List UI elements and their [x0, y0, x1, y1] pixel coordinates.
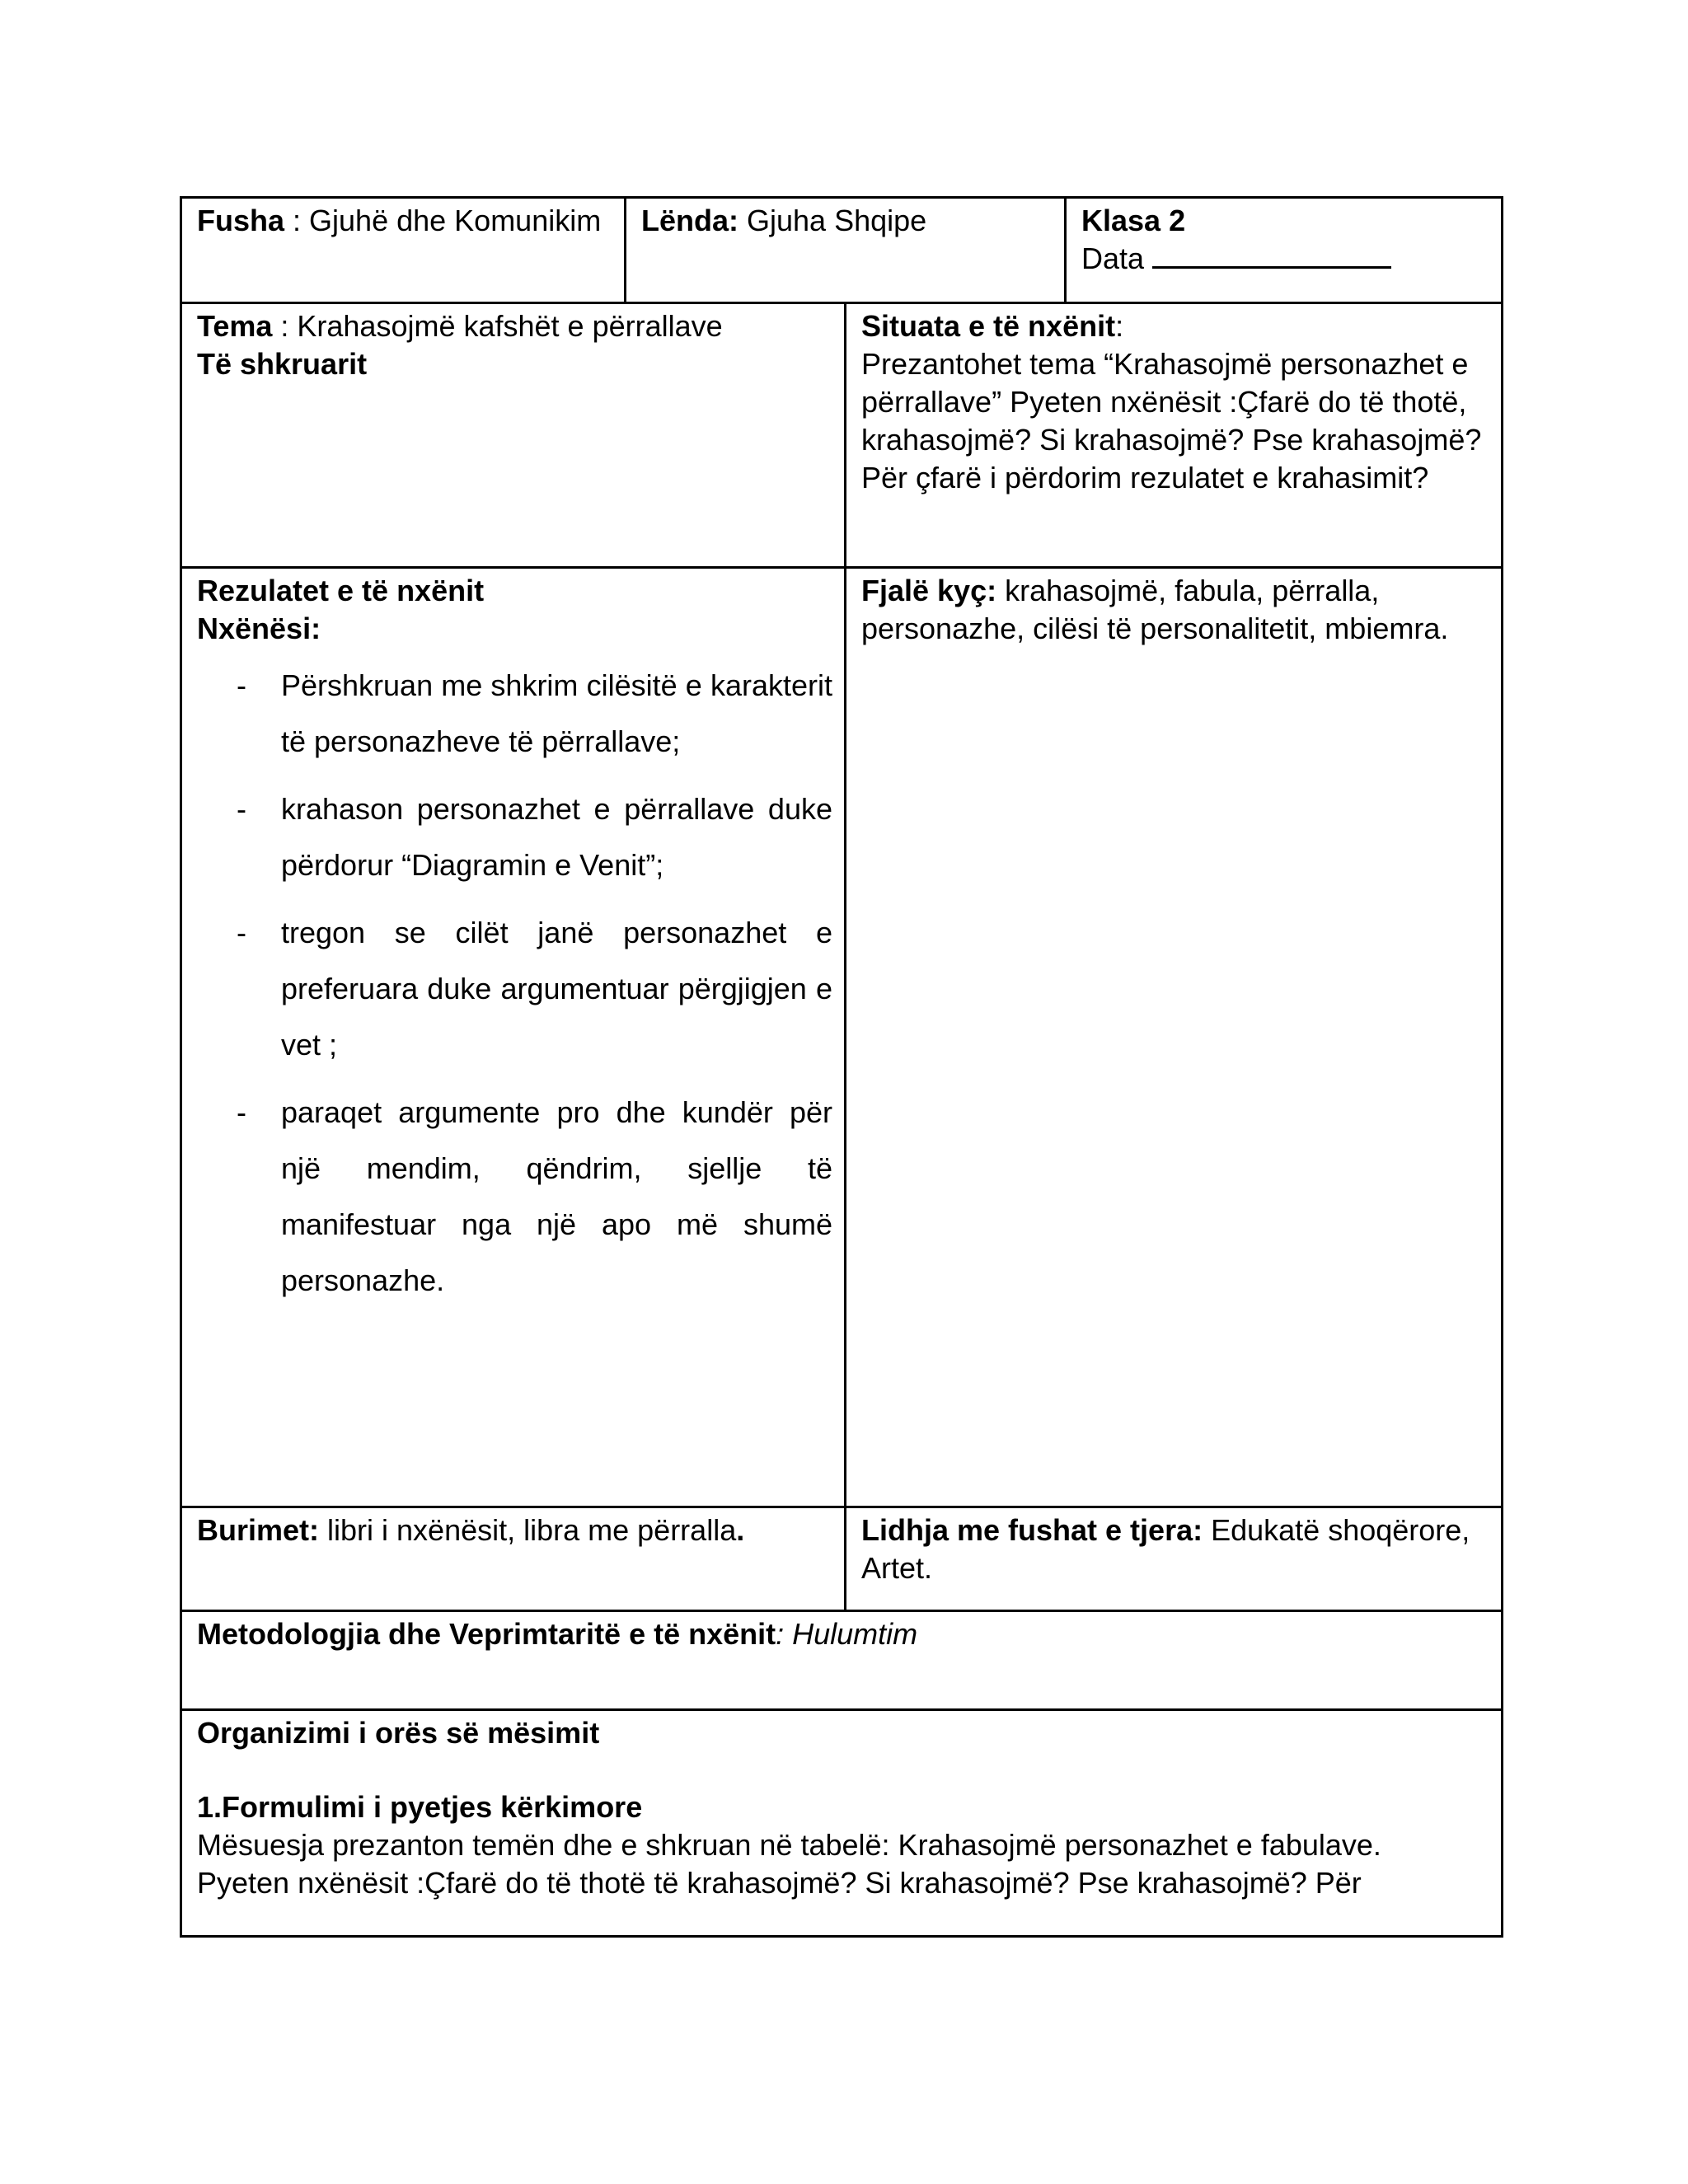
list-dash: -	[237, 1095, 246, 1129]
date-blank-line	[1152, 241, 1391, 269]
fusha-value: : Gjuhë dhe Komunikim	[284, 204, 602, 237]
list-dash: -	[237, 792, 246, 826]
rezultatet-row	[180, 566, 1503, 1506]
tema-subtitle: Të shkruarit	[197, 347, 368, 381]
lesson-plan-table	[180, 196, 1503, 1938]
fjale-kyc-label: Fjalë kyç:	[861, 574, 997, 607]
step-title: 1.Formulimi i pyetjes kërkimore	[197, 1790, 643, 1824]
lenda-label: Lënda:	[641, 204, 739, 237]
lenda-value: Gjuha Shqipe	[738, 204, 927, 237]
lidhja-label: Lidhja me fushat e tjera:	[861, 1513, 1203, 1547]
rezultatet-title: Rezulatet e të nxënit	[197, 574, 485, 607]
klasa-label: Klasa 2	[1081, 204, 1186, 237]
situata-cell	[844, 304, 1501, 566]
tema-label: Tema	[197, 309, 273, 343]
lidhja-value: Edukatë shoqërore, Artet.	[861, 1513, 1470, 1585]
organizimi-title: Organizimi i orës së mësimit	[197, 1716, 600, 1750]
burimet-label: Burimet:	[197, 1513, 320, 1547]
list-dash: -	[237, 668, 246, 702]
list-item: - krahason personazhet e përrallave duke përdorur “Diagramin e Venit”;	[197, 781, 832, 893]
organizimi-row	[180, 1708, 1503, 1938]
lenda-cell	[624, 199, 1064, 302]
fjale-kyc-cell	[844, 569, 1501, 1506]
list-item: - Përshkruan me shkrim cilësitë e karakterit të personazheve të përrallave;	[197, 658, 832, 770]
results-list	[197, 658, 832, 1309]
organizimi-paragraph-1: Mësuesja prezanton temën dhe e shkruan në tabelë: Krahasojmë personazhet e fabulave.	[197, 1828, 1381, 1862]
metodologjia-row	[180, 1610, 1503, 1708]
tema-cell	[182, 304, 844, 566]
metodologjia-value: : Hulumtim	[776, 1617, 918, 1651]
organizimi-cell	[182, 1711, 1501, 1935]
burimet-row	[180, 1506, 1503, 1610]
list-item: - tregon se cilët janë personazhet e preferuara duke argumentuar përgjigjen e vet ;	[197, 905, 832, 1073]
list-dash: -	[237, 916, 246, 949]
fjale-kyc-value: krahasojmë, fabula, përralla, personazhe, cilësi të personalitetit, mbiemra.	[861, 574, 1449, 645]
klasa-cell	[1064, 199, 1501, 302]
tema-row	[180, 302, 1503, 566]
situata-label: Situata e të nxënit	[861, 309, 1116, 343]
data-label: Data	[1081, 241, 1145, 275]
organizimi-paragraph-2: Pyeten nxënësit :Çfarë do të thotë të krahasojmë? Si krahasojmë? Pse krahasojmë? Për	[197, 1866, 1362, 1900]
metodologjia-label: Metodologjia dhe Veprimtaritë e të nxënit	[197, 1617, 776, 1651]
fusha-label: Fusha	[197, 204, 285, 237]
situata-text: Prezantohet tema “Krahasojmë personazhet e përrallave” Pyeten nxënësit :Çfarë do të thotë, krahasojmë? Si krahasojmë? Pse krahasojmë? Për çfarë i përdorim rezulatet e krahasimit?	[861, 347, 1482, 494]
header-row	[180, 196, 1503, 302]
tema-value: : Krahasojmë kafshët e përrallave	[272, 309, 723, 343]
metodologjia-cell	[182, 1612, 1501, 1708]
rezultatet-subject: Nxënësi:	[197, 612, 321, 645]
situata-colon: :	[1115, 309, 1124, 343]
fusha-cell	[182, 199, 624, 302]
burimet-value: libri i nxënësit, libra me përralla	[319, 1513, 737, 1547]
burimet-cell: Burimet: libri i nxënësit, libra me përralla.	[197, 1513, 745, 1547]
list-item: - paraqet argumente pro dhe kundër për një mendim, qëndrim, sjellje të manifestuar nga një apo më shumë personazhe.	[197, 1085, 832, 1309]
lidhja-cell	[844, 1508, 1501, 1610]
rezultatet-cell	[182, 569, 844, 1506]
